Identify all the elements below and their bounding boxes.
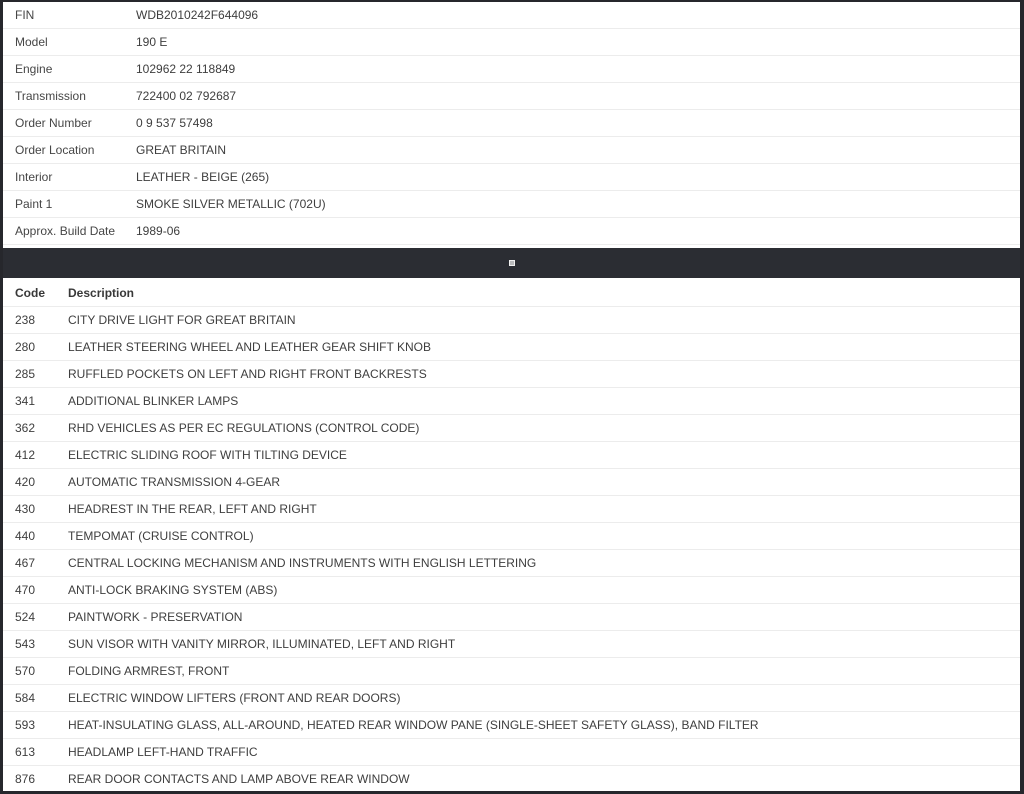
info-label: Transmission — [3, 83, 124, 110]
vehicle-info-row — [3, 137, 1020, 164]
info-value: 1989-06 — [124, 218, 1020, 245]
info-value: LEATHER - BEIGE (265) — [124, 164, 1020, 191]
info-value: 102962 22 118849 — [124, 56, 1020, 83]
vehicle-info-row — [3, 191, 1020, 218]
option-code: 543 — [3, 631, 56, 658]
vehicle-info-table-body — [3, 2, 1020, 245]
option-description: SUN VISOR WITH VANITY MIRROR, ILLUMINATED, LEFT AND RIGHT — [56, 631, 1020, 658]
info-label: FIN — [3, 2, 124, 29]
option-code-row — [3, 712, 1020, 739]
option-description: RUFFLED POCKETS ON LEFT AND RIGHT FRONT BACKRESTS — [56, 361, 1020, 388]
option-description: ELECTRIC SLIDING ROOF WITH TILTING DEVICE — [56, 442, 1020, 469]
description-column-header: Description — [56, 280, 1020, 307]
option-code-row — [3, 442, 1020, 469]
info-label: Interior — [3, 164, 124, 191]
option-code-row — [3, 604, 1020, 631]
header-row — [3, 280, 1020, 307]
option-code-row — [3, 334, 1020, 361]
option-code: 593 — [3, 712, 56, 739]
option-code-row — [3, 523, 1020, 550]
option-code-row — [3, 577, 1020, 604]
option-code-row — [3, 415, 1020, 442]
option-code-row — [3, 307, 1020, 334]
info-value: 190 E — [124, 29, 1020, 56]
option-description: FOLDING ARMREST, FRONT — [56, 658, 1020, 685]
option-code-row — [3, 388, 1020, 415]
option-code: 420 — [3, 469, 56, 496]
option-description: HEAT-INSULATING GLASS, ALL-AROUND, HEATED REAR WINDOW PANE (SINGLE-SHEET SAFETY GLASS), BAND FILTER — [56, 712, 1020, 739]
info-label: Engine — [3, 56, 124, 83]
option-description: TEMPOMAT (CRUISE CONTROL) — [56, 523, 1020, 550]
info-label: Paint 1 — [3, 191, 124, 218]
option-description: HEADREST IN THE REAR, LEFT AND RIGHT — [56, 496, 1020, 523]
option-description: AUTOMATIC TRANSMISSION 4-GEAR — [56, 469, 1020, 496]
option-code: 341 — [3, 388, 56, 415]
option-codes-table-body — [3, 307, 1020, 793]
vehicle-info-row — [3, 164, 1020, 191]
info-value: SMOKE SILVER METALLIC (702U) — [124, 191, 1020, 218]
info-label: Order Location — [3, 137, 124, 164]
option-code: 584 — [3, 685, 56, 712]
option-description: ADDITIONAL BLINKER LAMPS — [56, 388, 1020, 415]
image-placeholder-icon — [509, 260, 515, 266]
vehicle-info-table — [3, 2, 1020, 245]
option-code: 430 — [3, 496, 56, 523]
option-code: 470 — [3, 577, 56, 604]
option-code: 467 — [3, 550, 56, 577]
option-description: CENTRAL LOCKING MECHANISM AND INSTRUMENTS WITH ENGLISH LETTERING — [56, 550, 1020, 577]
option-code-row — [3, 685, 1020, 712]
info-value: GREAT BRITAIN — [124, 137, 1020, 164]
option-code-row — [3, 496, 1020, 523]
option-code: 362 — [3, 415, 56, 442]
option-code: 285 — [3, 361, 56, 388]
option-description: ELECTRIC WINDOW LIFTERS (FRONT AND REAR DOORS) — [56, 685, 1020, 712]
option-description: HEADLAMP LEFT-HAND TRAFFIC — [56, 739, 1020, 766]
option-codes-table-header — [3, 280, 1020, 307]
info-value: 0 9 537 57498 — [124, 110, 1020, 137]
option-code-row — [3, 766, 1020, 793]
info-value: WDB2010242F644096 — [124, 2, 1020, 29]
info-label: Order Number — [3, 110, 124, 137]
option-description: CITY DRIVE LIGHT FOR GREAT BRITAIN — [56, 307, 1020, 334]
vehicle-info-row — [3, 110, 1020, 137]
option-code: 412 — [3, 442, 56, 469]
option-codes-table — [3, 280, 1020, 793]
option-code: 280 — [3, 334, 56, 361]
option-code: 440 — [3, 523, 56, 550]
info-label: Approx. Build Date — [3, 218, 124, 245]
option-code: 238 — [3, 307, 56, 334]
option-description: PAINTWORK - PRESERVATION — [56, 604, 1020, 631]
option-description: REAR DOOR CONTACTS AND LAMP ABOVE REAR WINDOW — [56, 766, 1020, 793]
code-column-header: Code — [3, 280, 56, 307]
option-description: RHD VEHICLES AS PER EC REGULATIONS (CONTROL CODE) — [56, 415, 1020, 442]
vehicle-info-row — [3, 83, 1020, 110]
info-value: 722400 02 792687 — [124, 83, 1020, 110]
option-code: 613 — [3, 739, 56, 766]
option-description: LEATHER STEERING WHEEL AND LEATHER GEAR SHIFT KNOB — [56, 334, 1020, 361]
option-description: ANTI-LOCK BRAKING SYSTEM (ABS) — [56, 577, 1020, 604]
info-label: Model — [3, 29, 124, 56]
option-code-row — [3, 739, 1020, 766]
section-divider-bar — [3, 248, 1020, 278]
option-code-row — [3, 469, 1020, 496]
option-code-row — [3, 550, 1020, 577]
option-code-row — [3, 658, 1020, 685]
option-code: 876 — [3, 766, 56, 793]
vehicle-info-row — [3, 2, 1020, 29]
option-code: 570 — [3, 658, 56, 685]
option-code-row — [3, 631, 1020, 658]
option-code-row — [3, 361, 1020, 388]
vehicle-info-row — [3, 56, 1020, 83]
option-code: 524 — [3, 604, 56, 631]
vehicle-info-row — [3, 29, 1020, 56]
vehicle-info-row — [3, 218, 1020, 245]
